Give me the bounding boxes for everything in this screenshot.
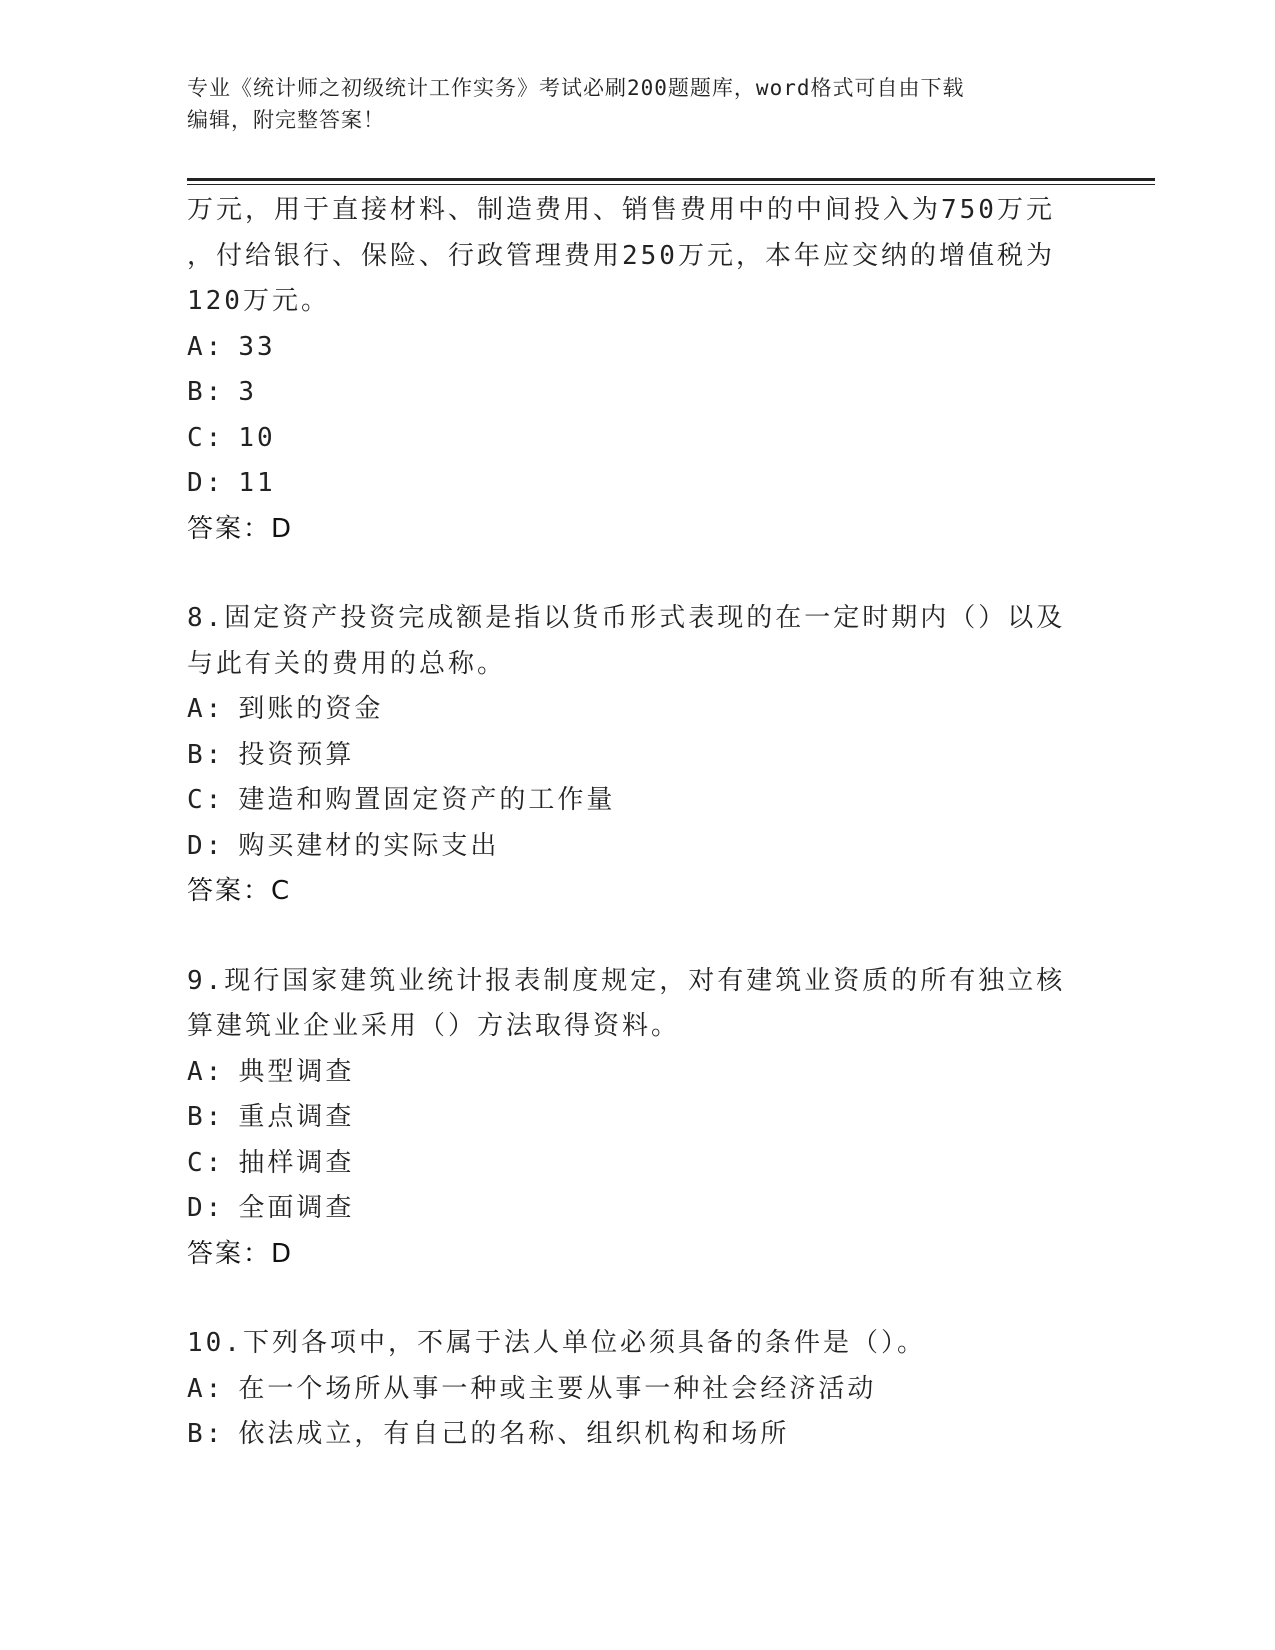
option-d: D: 购买建材的实际支出 [187,830,500,861]
question-text-line: 万元，用于直接材料、制造费用、销售费用中的中间投入为750万元 [187,195,1055,225]
option-b: B: 投资预算 [187,739,355,770]
question-text-line: 8.固定资产投资完成额是指以货币形式表现的在一定时期内（）以及 [187,603,1066,633]
option-c: C: 10 [187,422,276,453]
option-a: A: 33 [187,331,276,362]
option-c: C: 建造和购置固定资产的工作量 [187,785,616,815]
question-block-8 [187,596,1067,915]
option-b: B: 依法成立，有自己的名称、组织机构和场所 [187,1419,790,1449]
header-line: 编辑，附完整答案！ [187,108,385,132]
question-block-10 [187,1321,1067,1458]
option-d: D: 11 [187,468,276,498]
header-rule-thin [187,184,1155,185]
answer-line: 答案：C [187,876,292,906]
question-text-line: 与此有关的费用的总称。 [187,648,507,679]
header-rule-thick [187,178,1155,181]
question-text-line: 9.现行国家建筑业统计报表制度规定，对有建筑业资质的所有独立核 [187,965,1066,996]
option-c: C: 抽样调查 [187,1147,355,1178]
document-header [187,72,1067,136]
question-text-line: 算建筑业企业采用（）方法取得资料。 [187,1011,681,1041]
option-b: B: 重点调查 [187,1102,355,1132]
option-b: B: 3 [187,377,257,407]
option-d: D: 全面调查 [187,1193,355,1223]
question-block-9 [187,959,1067,1278]
answer-line: 答案：D [187,1238,294,1269]
option-a: A: 到账的资金 [187,694,384,724]
question-block-continued [187,188,1067,552]
question-text-line: ，付给银行、保险、行政管理费用250万元，本年应交纳的增值税为 [187,240,1055,271]
question-text-line: 10.下列各项中，不属于法人单位必须具备的条件是（）。 [187,1328,926,1358]
option-a: A: 典型调查 [187,1056,355,1087]
answer-line: 答案：D [187,513,294,544]
header-line: 专业《统计师之初级统计工作实务》考试必刷200题题库，word格式可自由下载 [187,76,965,100]
document-body [187,188,1067,1458]
option-a: A: 在一个场所从事一种或主要从事一种社会经济活动 [187,1373,877,1404]
question-text-line: 120万元。 [187,286,330,316]
